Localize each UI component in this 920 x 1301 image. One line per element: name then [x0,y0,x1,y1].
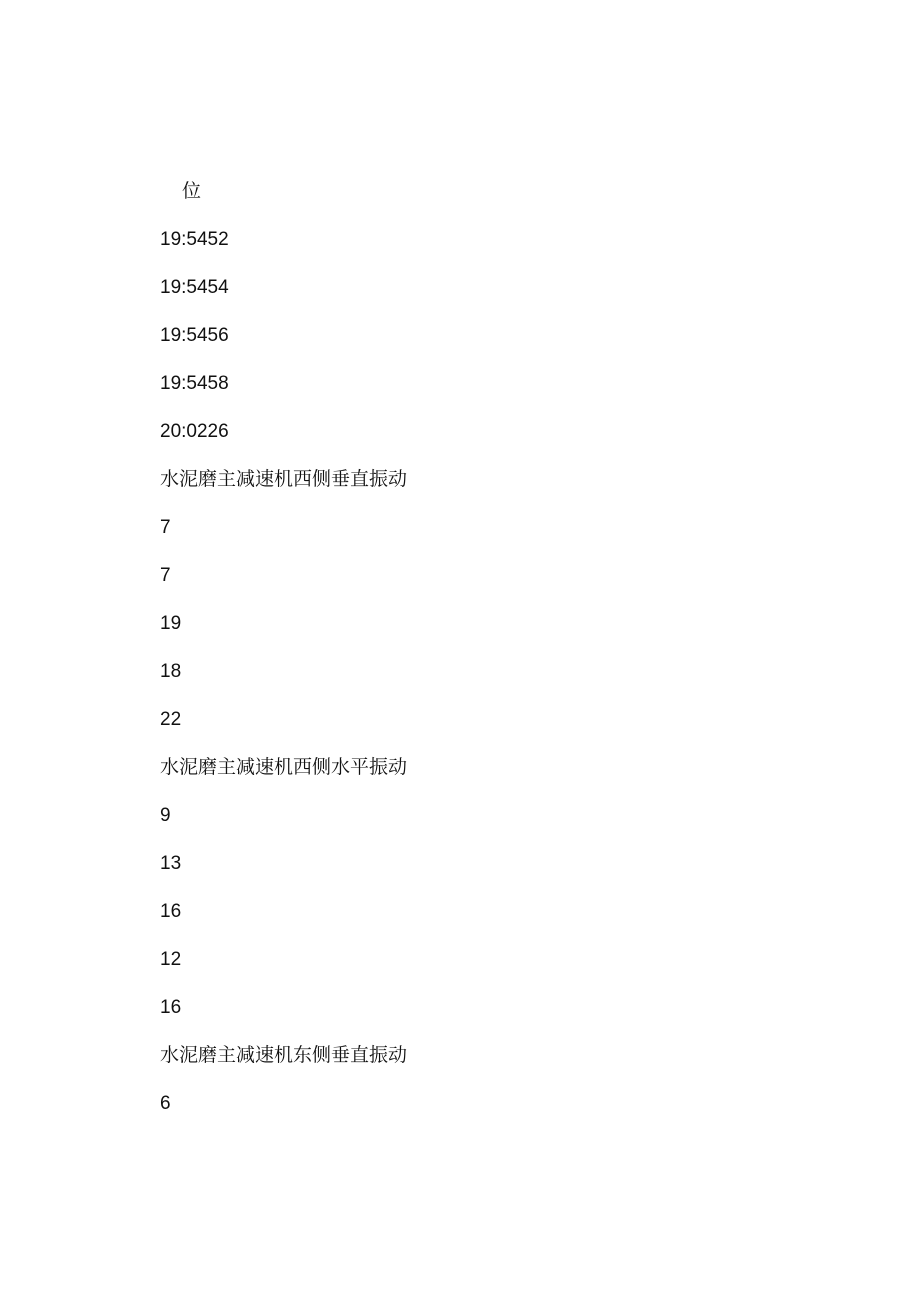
text-line-value: 7 [160,565,171,586]
text-line-time: 20:0226 [160,421,229,442]
text-line-value: 18 [160,661,182,682]
text-line-value: 22 [160,709,182,730]
text-line-measurement-point: 水泥磨主减速机西侧水平振动 [160,757,408,778]
text-line-time: 19:5456 [160,325,229,346]
text-line-value: 19 [160,613,182,634]
text-line-value: 13 [160,853,182,874]
text-line-value: 16 [160,997,182,1018]
text-line-measurement-point: 水泥磨主减速机西侧垂直振动 [160,469,408,490]
text-line-value: 7 [160,517,171,538]
text-line-value: 12 [160,949,182,970]
text-line-time: 19:5458 [160,373,229,394]
text-line-value: 16 [160,901,182,922]
text-line-time: 19:5452 [160,229,229,250]
text-line-header-fragment: 位 [182,181,202,202]
text-line-time: 19:5454 [160,277,229,298]
text-line-value: 6 [160,1093,171,1114]
text-line-measurement-point: 水泥磨主减速机东侧垂直振动 [160,1045,408,1066]
text-lines [160,178,407,1138]
text-line-value: 9 [160,805,171,826]
